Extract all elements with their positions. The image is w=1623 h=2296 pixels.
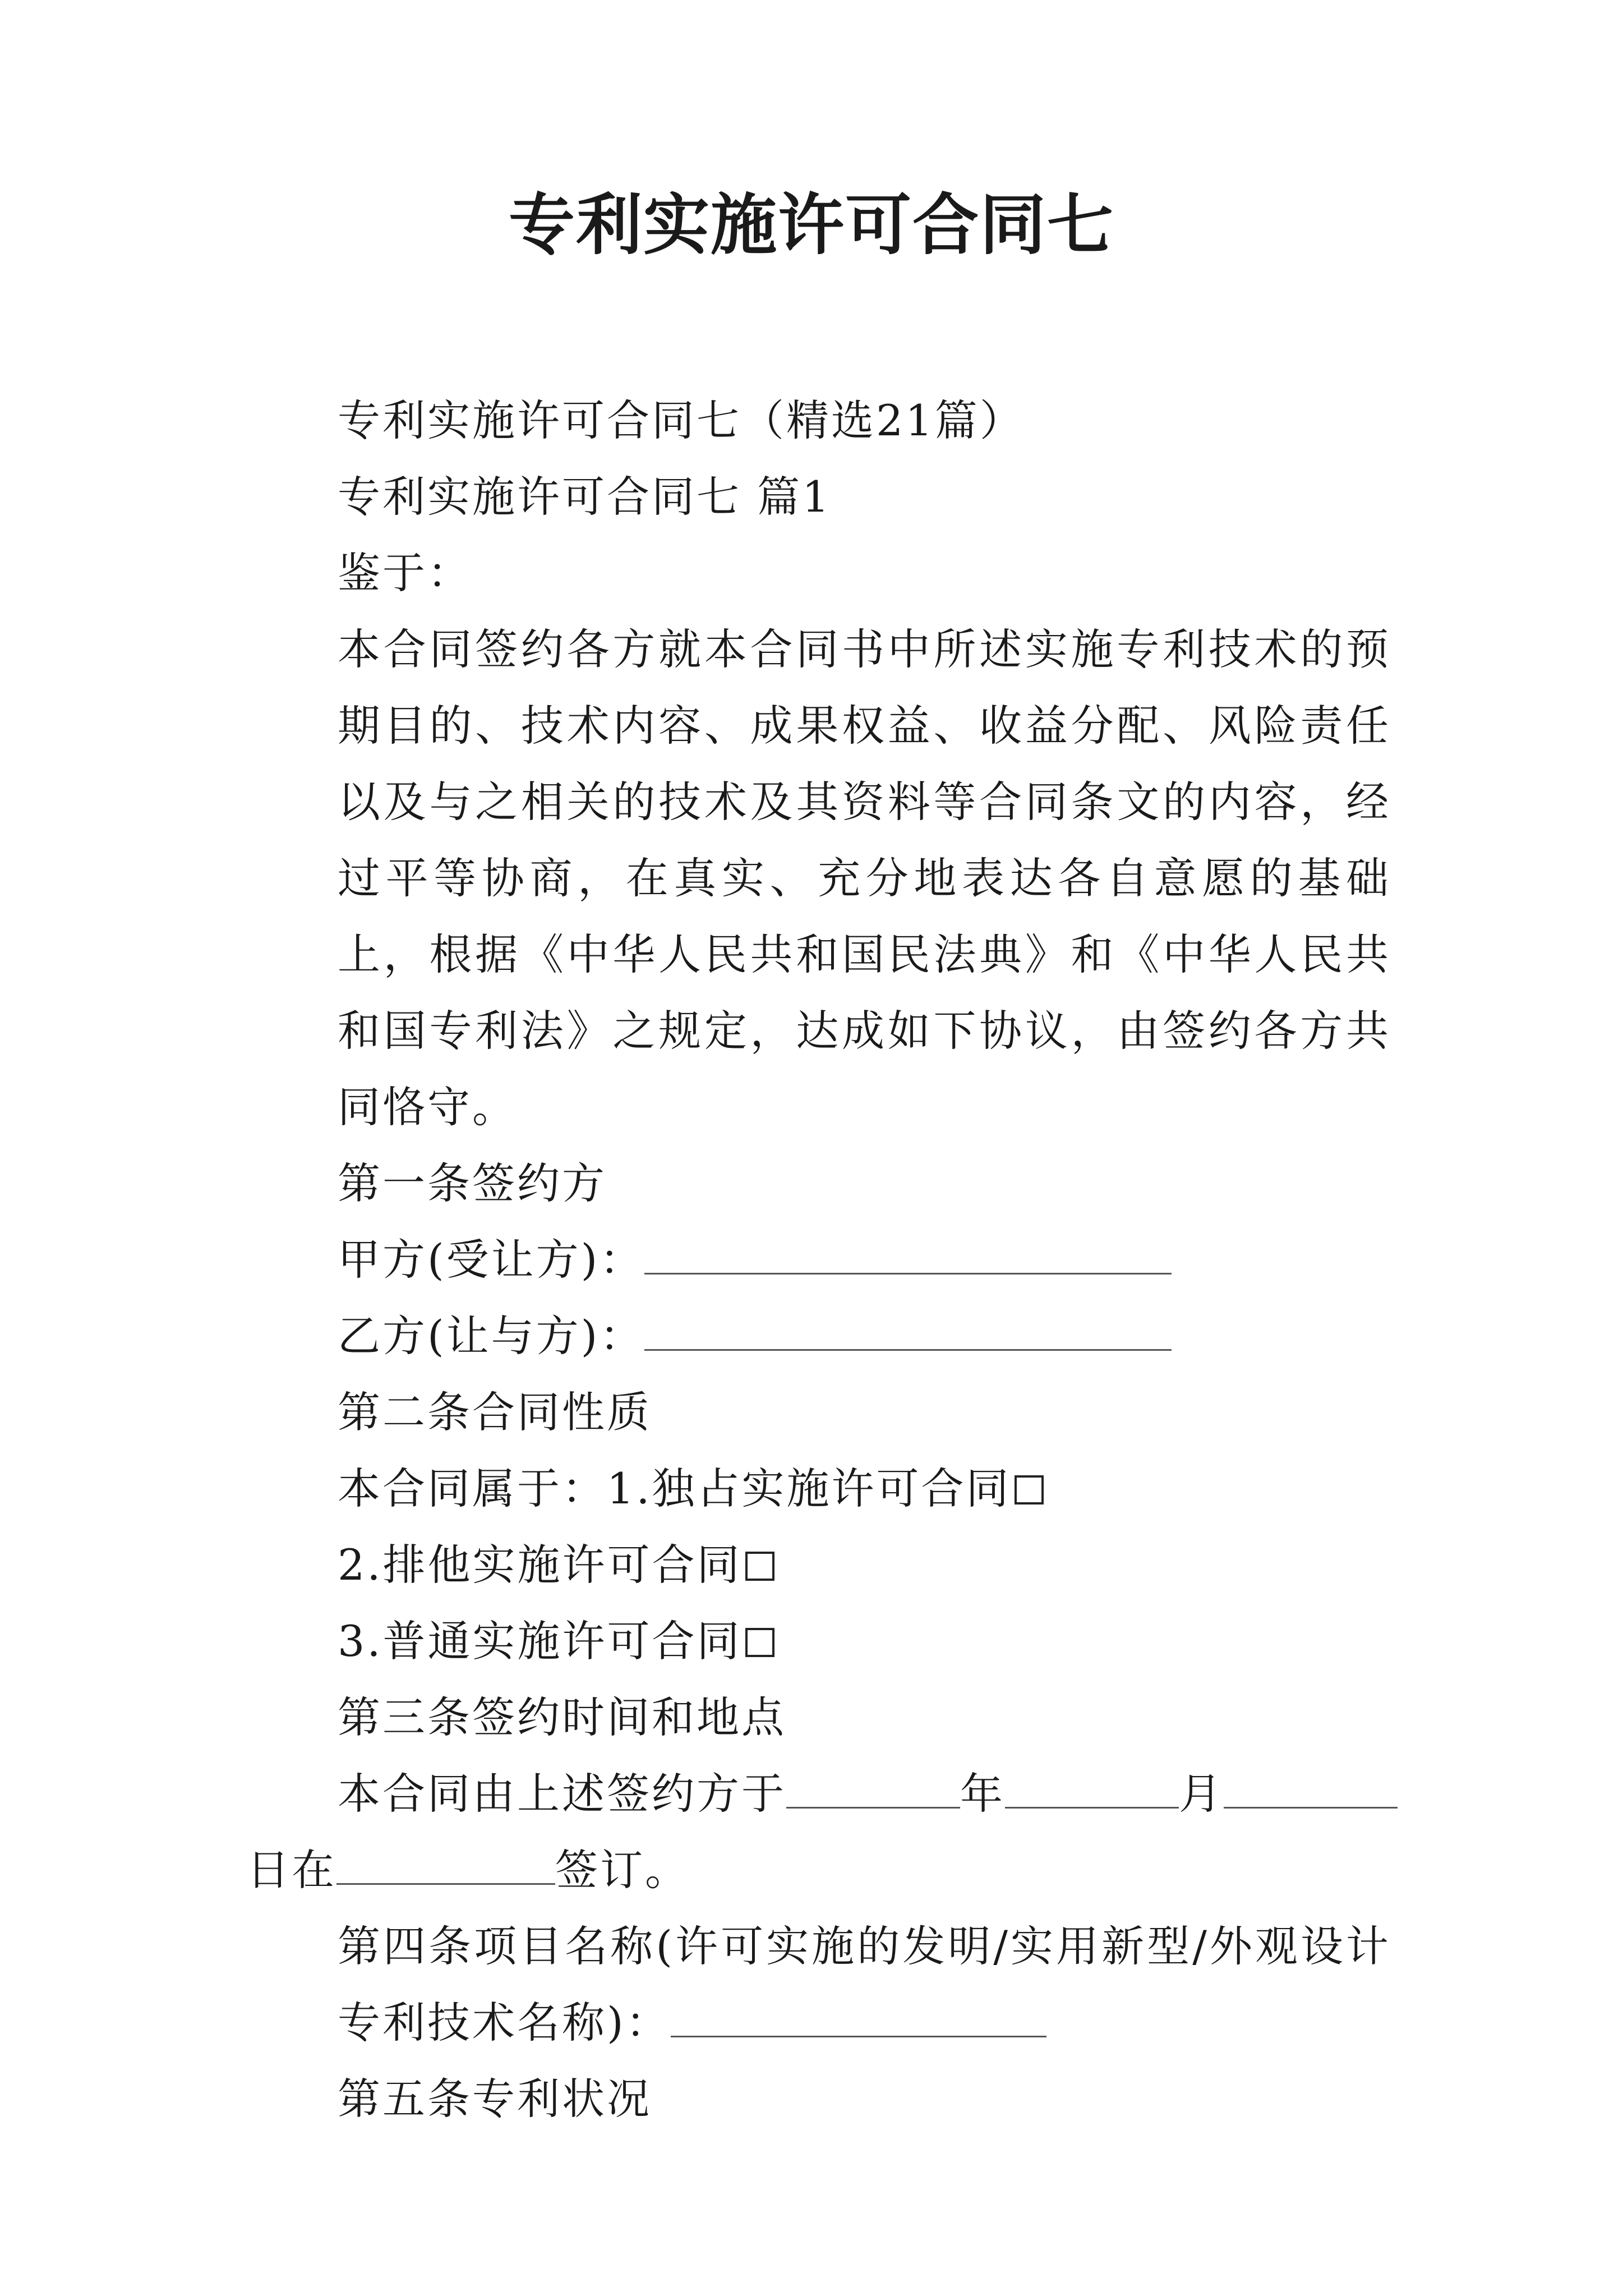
checkbox-sole: [745, 1552, 774, 1581]
checkbox-ordinary: [745, 1628, 774, 1657]
signing-text-start: 本合同由上述签约方于: [338, 1769, 786, 1819]
contract-type-option-1: [247, 1451, 1391, 1527]
contract-type-label-1: 1.独占实施许可合同: [607, 1464, 1011, 1513]
party-b-label: 乙方(让与方)：: [338, 1311, 645, 1361]
whereas-label: 鉴于：: [338, 548, 472, 598]
article5-heading: 第五条专利状况: [338, 2074, 652, 2124]
party-a-label: 甲方(受让方)：: [338, 1235, 645, 1285]
year-blank: [786, 1764, 960, 1809]
article4-paragraph: [247, 1908, 1391, 2061]
contract-type-label-3: 3.普通实施许可合同: [338, 1616, 742, 1666]
party-b-blank: [644, 1306, 1172, 1351]
contract-type-label-2: 2.排他实施许可合同: [338, 1540, 742, 1590]
month-blank: [1005, 1764, 1179, 1809]
party-a-line: [247, 1222, 1391, 1298]
contract-type-option-2: [247, 1527, 1391, 1603]
contract-type-option-3: [247, 1603, 1391, 1680]
article2-heading: 第二条合同性质: [338, 1387, 652, 1437]
project-name-blank: [671, 1993, 1046, 2037]
signing-place-line: [247, 1832, 1391, 1908]
checkbox-exclusive: [1015, 1475, 1044, 1504]
article3-heading: 第三条签约时间和地点: [338, 1692, 786, 1742]
document-body: [247, 383, 1391, 2137]
party-a-blank: [644, 1230, 1172, 1274]
article4-text: 第四条项目名称(许可实施的发明/实用新型/外观设计专利技术名称)：: [338, 1921, 1391, 2047]
section-heading: 专利实施许可合同七 篇1: [338, 472, 832, 522]
contract-type-intro: 本合同属于：: [338, 1464, 607, 1513]
month-label: 月: [1179, 1769, 1224, 1819]
preamble-paragraph: 本合同签约各方就本合同书中所述实施专利技术的预期目的、技术内容、成果权益、收益分配、风险责任以及与之相关的技术及其资料等合同条文的内容，经过平等协商，在真实、充分地表达各自意愿的基础上，根据《中华人民共和国民法典》和《中华人民共和国专利法》之规定，达成如下协议，由签约各方共同恪守。: [338, 624, 1391, 1132]
signed-label: 签订。: [555, 1845, 690, 1895]
party-b-line: [247, 1298, 1391, 1374]
place-blank: [336, 1841, 555, 1885]
article1-heading: 第一条签约方: [338, 1158, 607, 1208]
year-label: 年: [960, 1769, 1005, 1819]
document-title: 专利实施许可合同七: [508, 186, 1114, 264]
document-subtitle: 专利实施许可合同七（精选21篇）: [338, 395, 1025, 445]
day-at-label: 日在: [247, 1845, 336, 1895]
signing-date-line: [247, 1756, 1391, 1832]
day-blank: [1224, 1764, 1398, 1809]
